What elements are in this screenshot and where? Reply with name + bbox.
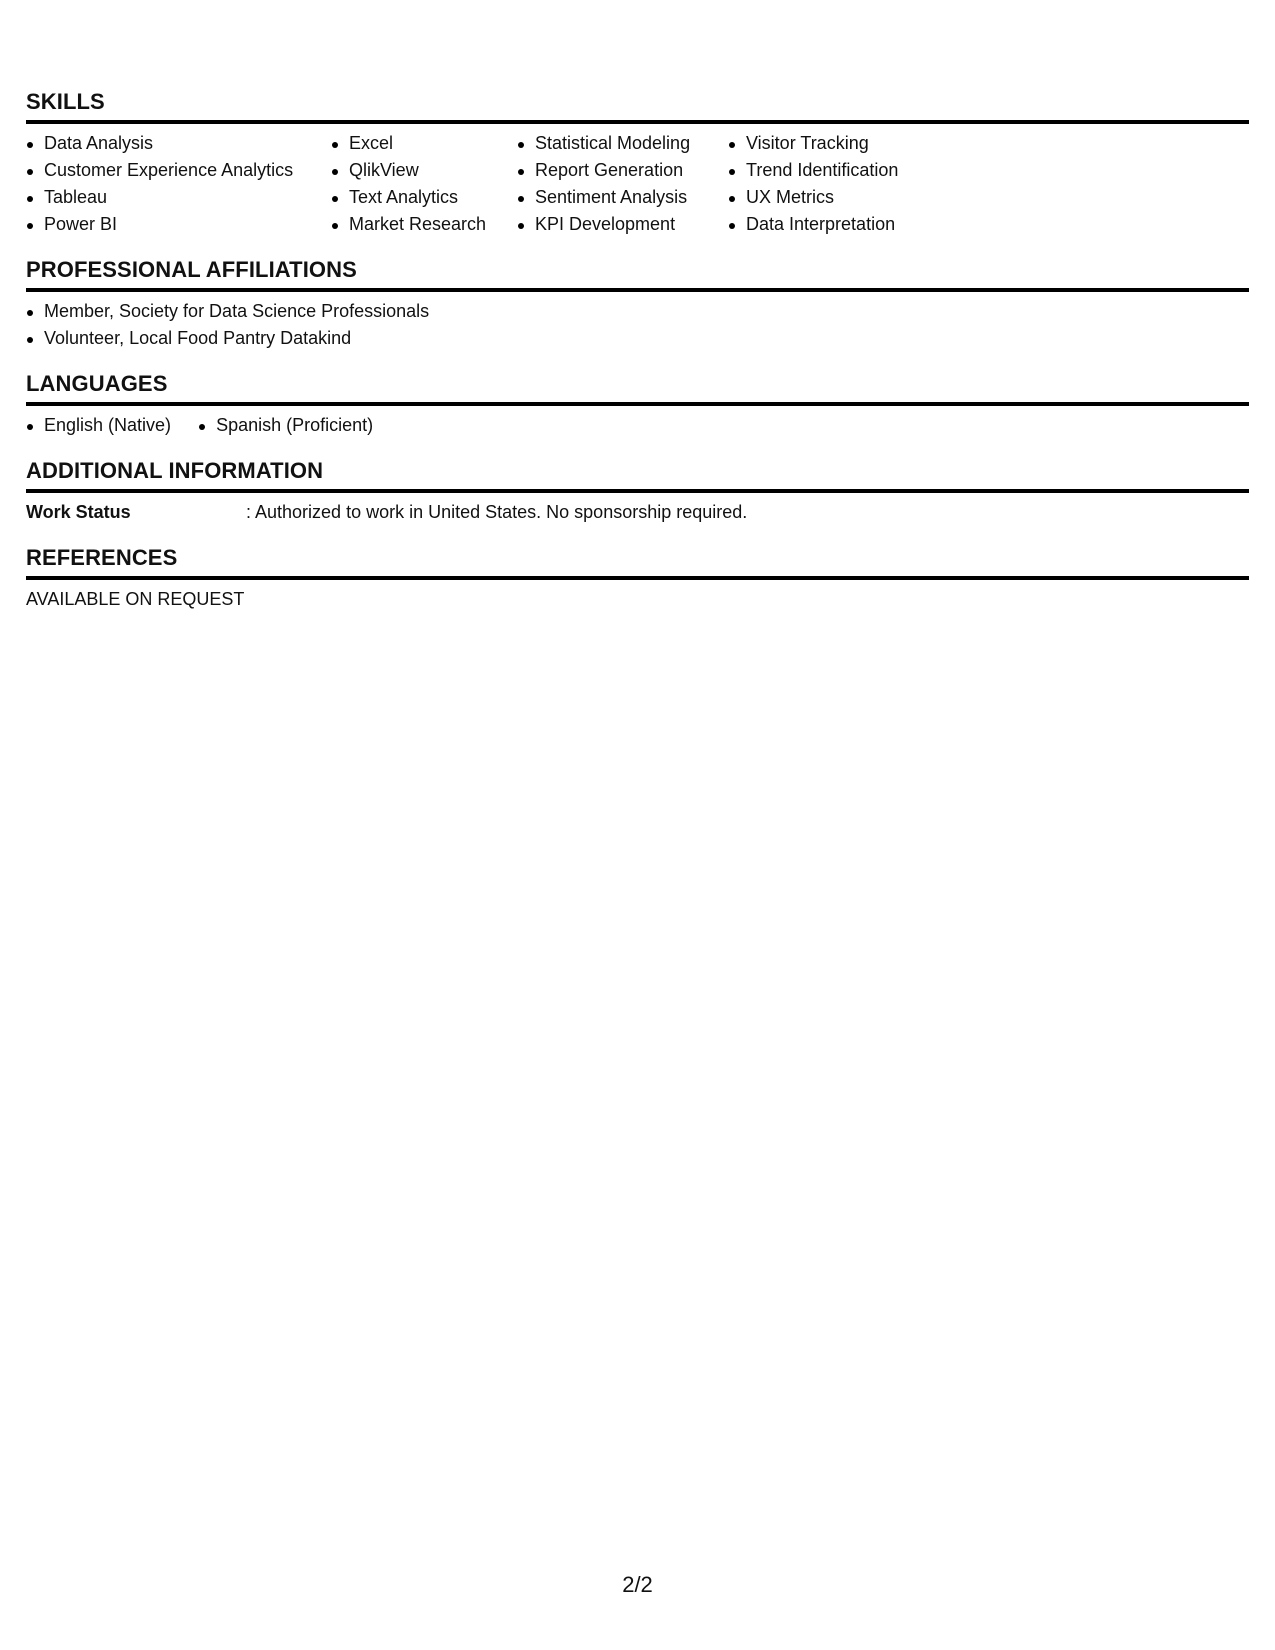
affiliations-list <box>26 298 1249 352</box>
skill-item: Power BI <box>26 211 331 238</box>
references-heading: REFERENCES <box>26 544 1249 580</box>
language-item: Spanish (Proficient) <box>198 412 373 439</box>
languages-row <box>26 406 1249 439</box>
skill-item: Market Research <box>331 211 517 238</box>
skill-item: Report Generation <box>517 157 728 184</box>
skills-column <box>517 130 728 238</box>
skill-item: QlikView <box>331 157 517 184</box>
skill-item: Statistical Modeling <box>517 130 728 157</box>
skill-item: Data Analysis <box>26 130 331 157</box>
affiliation-item: Volunteer, Local Food Pantry Datakind <box>26 325 1249 352</box>
skills-column <box>728 130 968 238</box>
additional-info-section <box>26 457 1249 526</box>
skill-item: KPI Development <box>517 211 728 238</box>
skill-item: Trend Identification <box>728 157 968 184</box>
skill-item: Excel <box>331 130 517 157</box>
work-status-row <box>26 499 1249 526</box>
skill-item: Visitor Tracking <box>728 130 968 157</box>
language-item: English (Native) <box>26 412 171 439</box>
affiliations-heading: PROFESSIONAL AFFILIATIONS <box>26 256 1249 292</box>
skills-grid <box>26 130 1249 238</box>
references-section <box>26 544 1249 613</box>
affiliation-item: Member, Society for Data Science Professionals <box>26 298 1249 325</box>
skills-heading: SKILLS <box>26 88 1249 124</box>
languages-section <box>26 370 1249 439</box>
references-text: AVAILABLE ON REQUEST <box>26 589 245 609</box>
page-number: 2/2 <box>622 1572 653 1597</box>
skills-column <box>331 130 517 238</box>
skill-item: Data Interpretation <box>728 211 968 238</box>
work-status-label: Work Status <box>26 502 131 522</box>
languages-heading: LANGUAGES <box>26 370 1249 406</box>
skill-item: UX Metrics <box>728 184 968 211</box>
skill-item: Text Analytics <box>331 184 517 211</box>
skill-item: Sentiment Analysis <box>517 184 728 211</box>
skills-section <box>26 88 1249 238</box>
affiliations-section <box>26 256 1249 352</box>
skill-item: Tableau <box>26 184 331 211</box>
skill-item: Customer Experience Analytics <box>26 157 331 184</box>
work-status-value: : Authorized to work in United States. No sponsorship required. <box>246 502 748 522</box>
skills-column <box>26 130 331 238</box>
resume-page <box>26 88 1249 631</box>
languages-list <box>26 412 395 439</box>
additional-info-heading: ADDITIONAL INFORMATION <box>26 457 1249 493</box>
